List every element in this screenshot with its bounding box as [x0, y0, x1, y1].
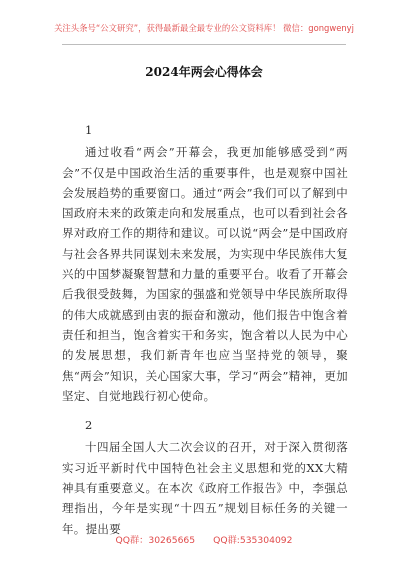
section-1: [62, 120, 348, 406]
header-divider: [62, 44, 346, 45]
document-title: 2024年两会心得体会: [145, 65, 263, 79]
section-2: [62, 415, 348, 539]
footer-qq-group-2: QQ群:535304092: [213, 535, 293, 546]
section-number: 2: [85, 418, 93, 433]
section-paragraph: 十四届全国人大二次会议的召开，对于深入贯彻落实习近平新时代中国特色社会主义思想和党的XX大精神具有重要意义。在本次《政府工作报告》中，李强总理指出，今年是实现“十四五”规划目标任务的关键一年。提出要: [62, 440, 348, 536]
footer-qq-group-1: QQ群：30265665: [115, 535, 196, 546]
document-body: [62, 120, 348, 548]
footer-contact: [0, 534, 408, 548]
section-paragraph: 通过收看“两会”开幕会，我更加能够感受到“两会”不仅是中国政治生活的重要事件，也是观察中国社会发展趋势的重要窗口。通过“两会”我们可以了解到中国政府未来的政策走向和发展重点，也可以看到社会各界对政府工作的期待和建议。可以说“两会”是中国政府与社会各界共同谋划未来发展，为实现中华民族伟大复兴的中国梦凝聚智慧和力量的重要平台。收看了开幕会后我很受鼓舞，为国家的强盛和党领导中华民族所取得的伟大成就感到由衷的振奋和激动，他们报告中饱含着责任和担当，饱含着实干和务实，饱含着以人民为中心的发展思想，我们新青年也应当坚持党的领导，聚焦“两会”知识，关心国家大事，学习“两会”精神，更加坚定、自觉地践行初心使命。: [62, 145, 348, 403]
section-number: 1: [85, 123, 93, 137]
header-banner: 关注头条号“公文研究”，获得最新最全最专业的公文资料库！ 微信：gongwenyj: [54, 23, 354, 33]
